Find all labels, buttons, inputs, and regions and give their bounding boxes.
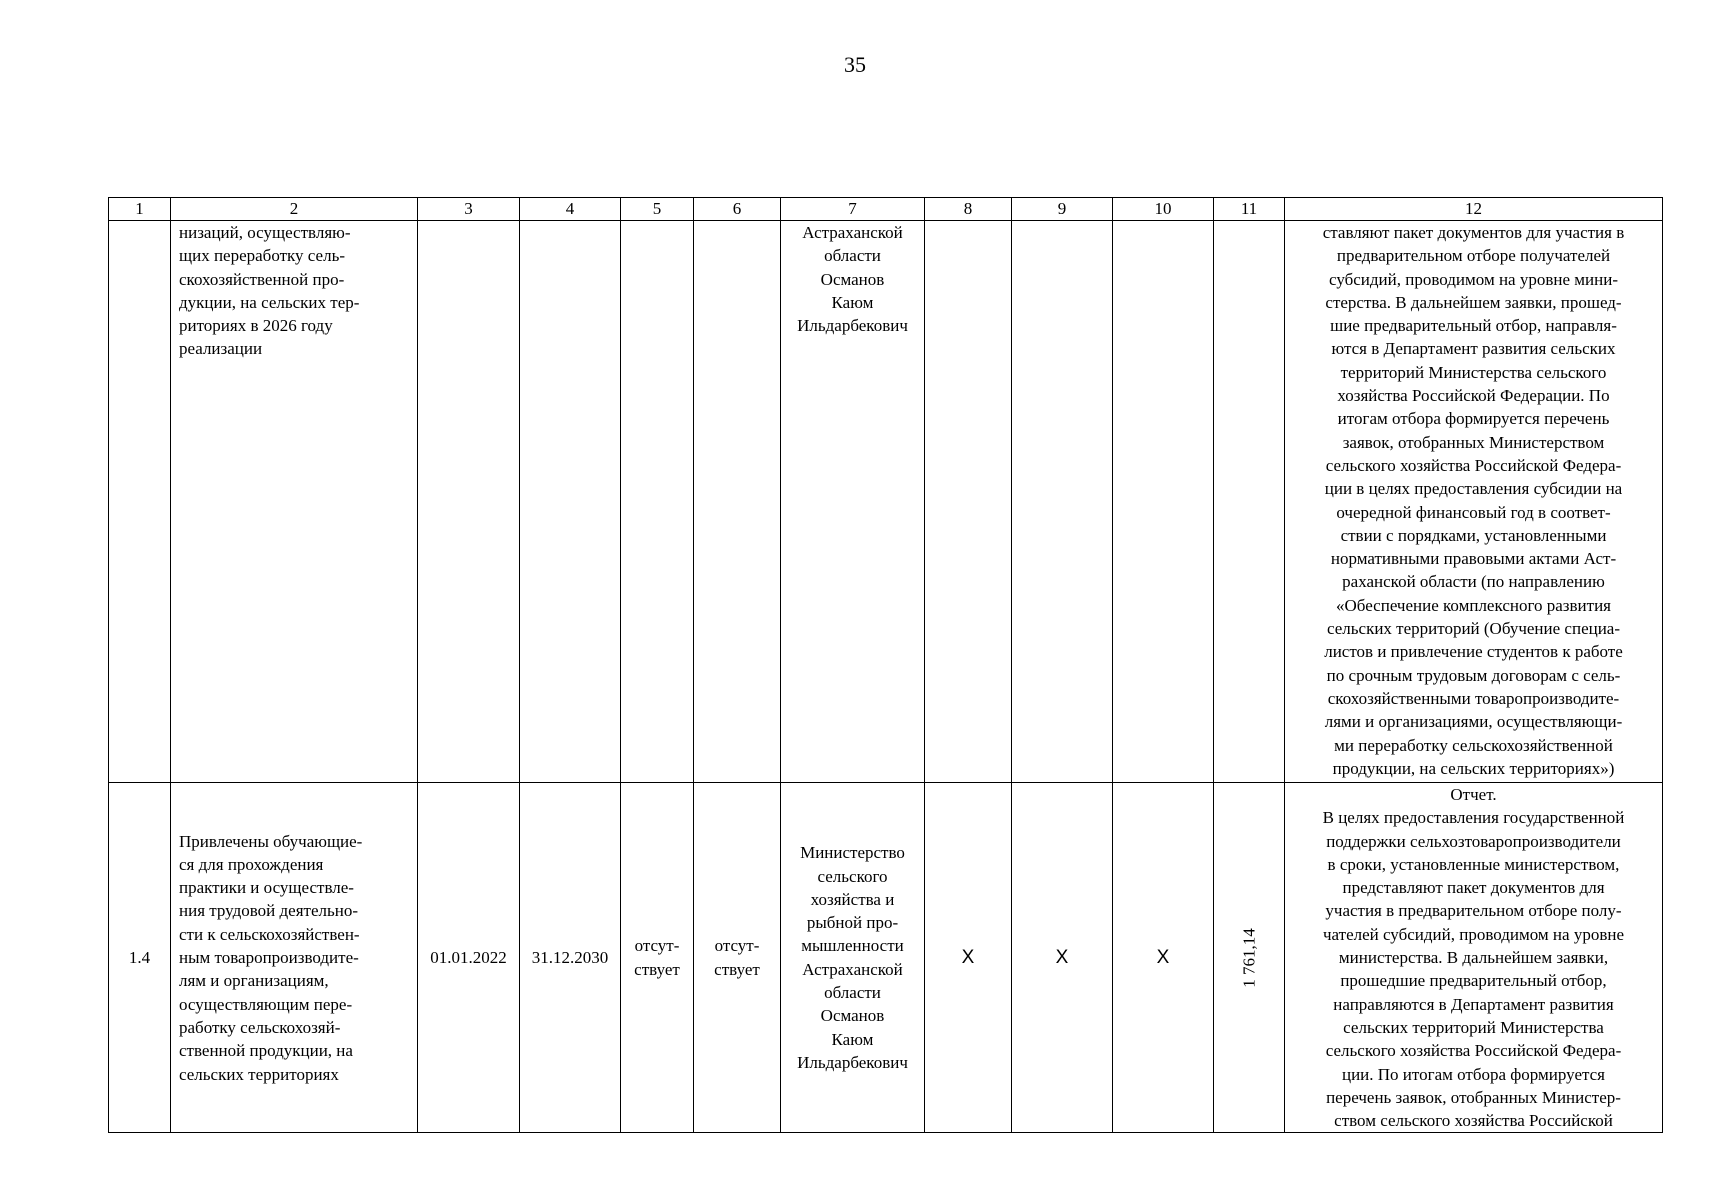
end-date-cell: 31.12.2030	[520, 783, 621, 1133]
description-cell: ставляют пакет документов для участия в предварительном отборе получателей субсидий, проводимом на уровне мини- стерства. В дальнейшем заявки, прошед- шие предварительный отбор, направля- ются в Департамент развития сельских территорий Министерства сельского хозяйства Российской Федерации. По итогам отбора формируется перечень заявок, отобранных Министерством сельского хозяйства Российской Федера- ции в целях предоставления субсидии на очередной финансовый год в соответ- ствии с порядками, установленными нормативными правовыми актами Аст- раханской области (по направлению «Обеспечение комплексного развития сельских территорий (Обучение специа- листов и привлечение студентов к работе по срочным трудовым договорам с сель- скохозяйственными товаропроизводите- лями и организациями, осуществляющи- ми переработку сельскохозяйственной продукции, на сельских территориях»)	[1285, 221, 1663, 783]
end-date-cell	[520, 221, 621, 783]
column-8-cell	[925, 221, 1012, 783]
description-cell: Отчет. В целях предоставления государственной поддержки сельхозтоваропроизводители в сроки, установленные министерством, представляют пакет документов для участия в предварительном отборе полу- чателей субсидий, проводимом на уровне министерства. В дальнейшем заявки, прошедшие предварительный отбор, направляются в Департамент развития сельских территорий Министерства сельского хозяйства Российской Федера- ции. По итогам отбора формируется перечень заявок, отобранных Министер- ством сельского хозяйства Российской	[1285, 783, 1663, 1133]
column-number-row	[109, 198, 1663, 221]
column-9-cell	[1012, 221, 1113, 783]
column-9-cell: Х	[1012, 783, 1113, 1133]
column-header-2: 2	[171, 198, 418, 221]
column-5-cell: отсут- ствует	[621, 783, 694, 1133]
column-6-cell: отсут- ствует	[694, 783, 781, 1133]
amount-value: 1 761,14	[1239, 927, 1259, 988]
column-header-1: 1	[109, 198, 171, 221]
column-5-cell	[621, 221, 694, 783]
column-6-cell	[694, 221, 781, 783]
start-date-cell: 01.01.2022	[418, 783, 520, 1133]
start-date-cell	[418, 221, 520, 783]
column-header-4: 4	[520, 198, 621, 221]
responsible-cell: Министерство сельского хозяйства и рыбной про- мышленности Астраханской области Османов Каюм Ильдарбекович	[781, 783, 925, 1133]
responsible-cell: Астраханской области Османов Каюм Ильдарбекович	[781, 221, 925, 783]
amount-cell	[1214, 221, 1285, 783]
row-number-cell: 1.4	[109, 783, 171, 1133]
column-8-cell: Х	[925, 783, 1012, 1133]
column-10-cell	[1113, 221, 1214, 783]
column-header-9: 9	[1012, 198, 1113, 221]
measure-name-cell: низаций, осуществляю- щих переработку сель- скохозяйственной про- дукции, на сельских тер- риториях в 2026 году реализации	[171, 221, 418, 783]
column-header-12: 12	[1285, 198, 1663, 221]
column-header-3: 3	[418, 198, 520, 221]
table-row	[109, 783, 1663, 1133]
column-header-5: 5	[621, 198, 694, 221]
column-header-7: 7	[781, 198, 925, 221]
measure-name-cell: Привлечены обучающие- ся для прохождения практики и осуществле- ния трудовой деятельно- сти к сельскохозяйствен- ным товаропроизводите- лям и организациям, осуществляющим пере- работку сельскохозяй- ственной продукции, на сельских территориях	[171, 783, 418, 1133]
amount-wrapper	[1216, 783, 1282, 1132]
column-10-cell: Х	[1113, 783, 1214, 1133]
column-header-6: 6	[694, 198, 781, 221]
column-header-11: 11	[1214, 198, 1285, 221]
amount-cell	[1214, 783, 1285, 1133]
column-header-8: 8	[925, 198, 1012, 221]
page-number: 35	[844, 52, 866, 77]
measures-table	[108, 197, 1663, 1133]
row-number-cell	[109, 221, 171, 783]
table-row	[109, 221, 1663, 783]
column-header-10: 10	[1113, 198, 1214, 221]
